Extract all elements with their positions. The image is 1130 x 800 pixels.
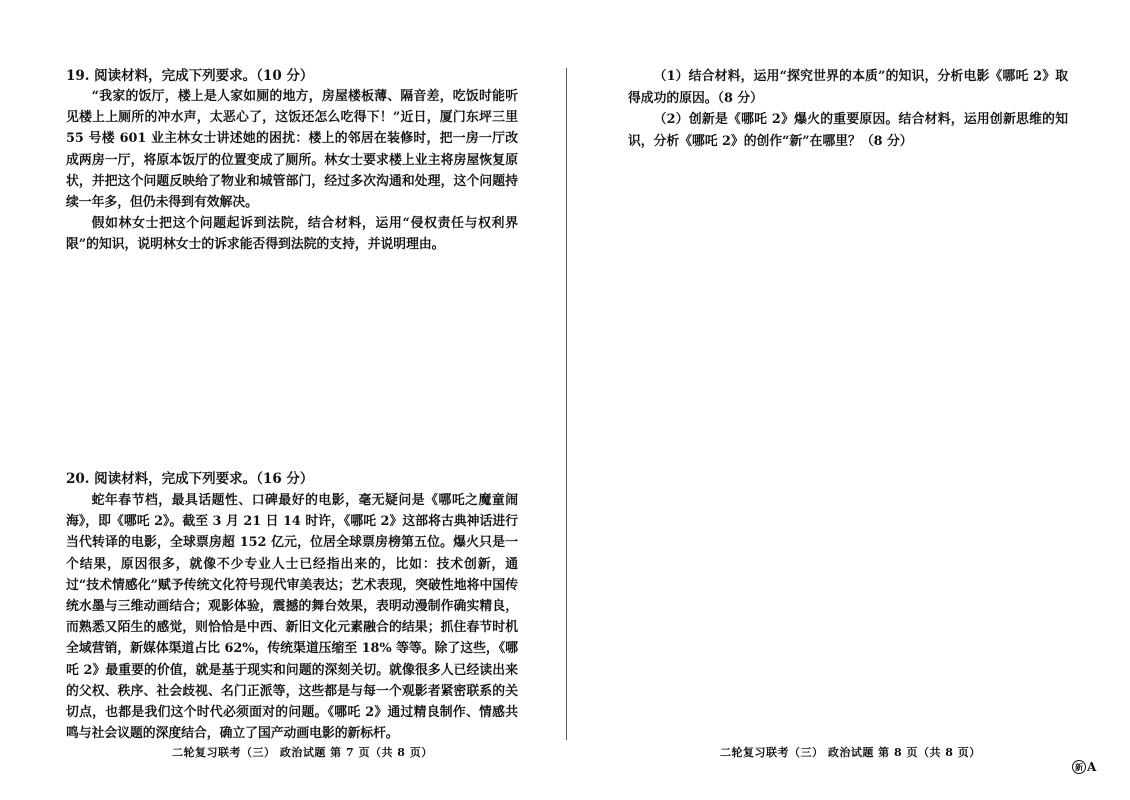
edition-mark bbox=[1072, 760, 1096, 774]
question-20-heading: 20. 阅读材料，完成下列要求。（16 分） bbox=[66, 471, 314, 487]
question-20-part-2: （2）创新是《哪吒 2》爆火的重要原因。结合材料，运用创新思维的知识，分析《哪吒 2》的创作“新”在哪里？（8 分） bbox=[628, 112, 1068, 149]
circle-seal-icon: 新 bbox=[1072, 760, 1086, 774]
page-7-footer: 二轮复习联考（三） 政治试题 第 7 页（共 8 页） bbox=[172, 746, 433, 759]
question-19-material: “我家的饭厅，楼上是人家如厕的地方，房屋楼板薄、隔音差，吃饭时能听见楼上上厕所的冲水声，太恶心了，这饭还怎么吃得下！”近日，厦门东坪三里 55 号楼 601 业主林女士讲述她的困扰：楼上的邻居在装修时，把一房一厅改成两房一厅，将原本饭厅的位置变成了厕所。林女士要求楼上业主将房屋恢复原状，并把这个问题反映给了物业和城管部门，经过多次沟通和处理，这个问题持续一年多，但仍未得到有效解决。 bbox=[66, 89, 518, 211]
question-20-part-1: （1）结合材料，运用“探究世界的本质”的知识，分析电影《哪吒 2》取得成功的原因。（8 分） bbox=[628, 69, 1068, 106]
question-19-prompt: 假如林女士把这个问题起诉到法院，结合材料，运用“侵权责任与权利界限”的知识，说明林女士的诉求能否得到法院的支持，并说明理由。 bbox=[66, 216, 518, 253]
column-divider bbox=[566, 68, 567, 740]
page-8-footer: 二轮复习联考（三） 政治试题 第 8 页（共 8 页） bbox=[720, 746, 981, 759]
question-19-heading: 19. 阅读材料，完成下列要求。（10 分） bbox=[66, 68, 314, 84]
question-20-material: 蛇年春节档，最具话题性、口碑最好的电影，毫无疑问是《哪吒之魔童闹海》，即《哪吒 2》。截至 3 月 21 日 14 时许，《哪吒 2》这部将古典神话进行当代转译的电影，全球票房超 152 亿元，位居全球票房榜第五位。爆火只是一个结果，原因很多，就像不少专业人士已经指出来的，比如：技术创新，通过“技术情感化”赋予传统文化符号现代审美表达；艺术表现，突破性地将中国传统水墨与三维动画结合；观影体验，震撼的舞台效果，表明动漫制作确实精良，而熟悉又陌生的感觉，则恰恰是中西、新旧文化元素融合的结果；抓住春节时机全域营销，新媒体渠道占比 62%，传统渠道压缩至 18% 等等。除了这些，《哪吒 2》最重要的价值，就是基于现实和问题的深刻关切。就像很多人已经读出来的父权、秩序、社会歧视、名门正派等，这些都是与每一个观影者紧密联系的关切点，也都是我们这个时代必须面对的问题。《哪吒 2》通过精良制作、情感共鸣与社会议题的深度结合，确立了国产动画电影的新标杆。 bbox=[66, 493, 518, 742]
edition-letter: A bbox=[1087, 760, 1097, 774]
